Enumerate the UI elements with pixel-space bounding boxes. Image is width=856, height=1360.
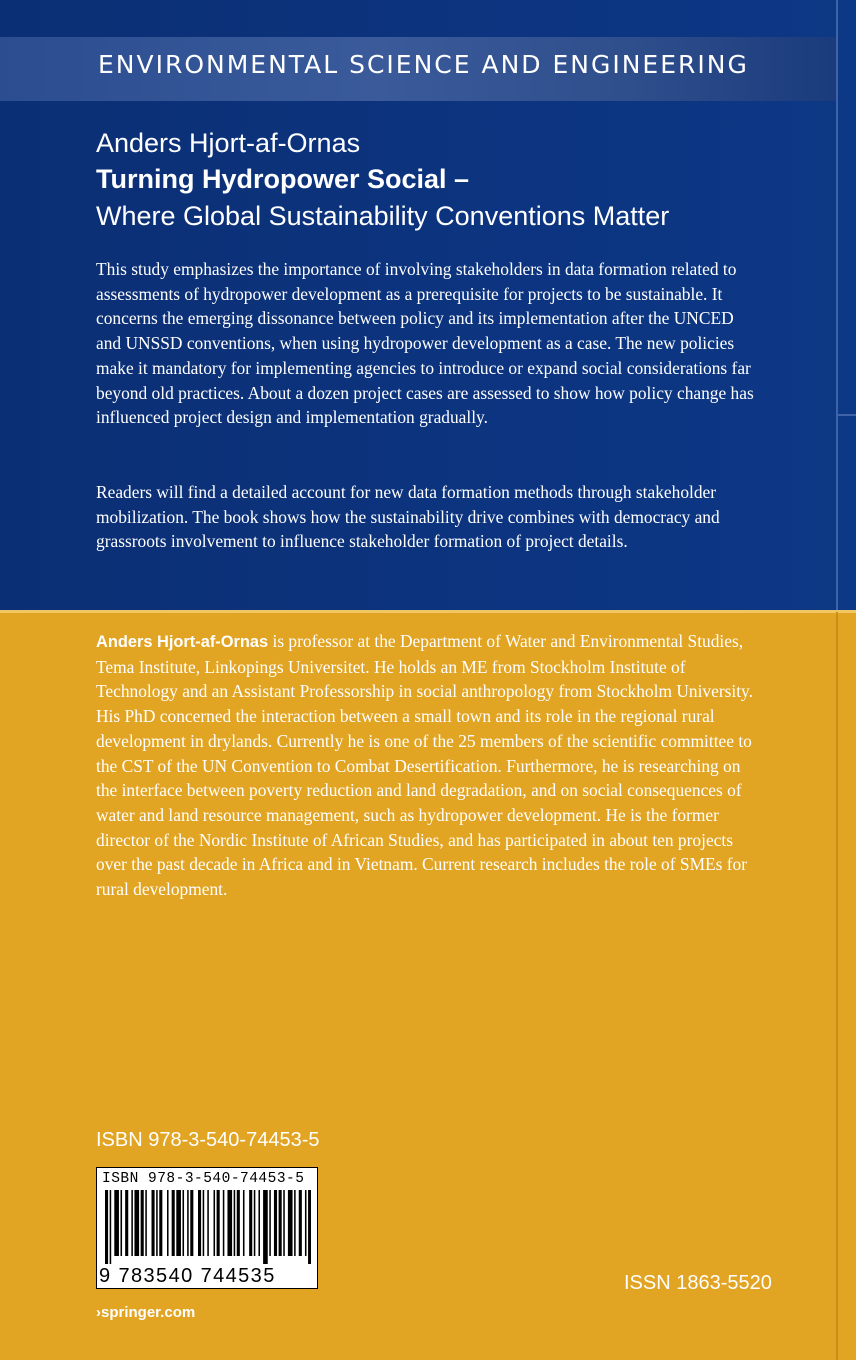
barcode-bar (183, 1190, 185, 1256)
author-bio (96, 629, 756, 902)
barcode-bar (203, 1190, 205, 1256)
blue-panel (0, 0, 856, 610)
barcode-bar (172, 1190, 175, 1256)
book-subtitle: Where Global Sustainability Conventions Matter (96, 201, 670, 231)
barcode-bar (243, 1190, 245, 1256)
book-title: Turning Hydropower Social – (96, 164, 470, 194)
barcode-bar (114, 1190, 119, 1256)
spine-edge-line-bottom (836, 612, 838, 1360)
isbn-label: ISBN 978-3-540-74453-5 (96, 1129, 320, 1151)
barcode-bar (152, 1190, 155, 1256)
barcode-bar (305, 1190, 307, 1256)
barcode-bar (258, 1190, 260, 1256)
blurb-paragraph-2: Readers will find a detailed account for new data formation methods through stakeholder mobilization. The book shows how the sustainability drive combines with democracy and grassroots involvement to influence stakeholder formation of project details. (96, 482, 720, 552)
barcode-bar (299, 1190, 302, 1256)
barcode-bar (283, 1190, 285, 1256)
barcode-bar (121, 1190, 123, 1256)
barcode-digits: 9 783540 744535 (99, 1265, 276, 1287)
barcode-bar (187, 1190, 189, 1256)
barcode-bar (159, 1190, 162, 1256)
barcode-bar (263, 1190, 268, 1264)
chevron-right-icon: › (96, 1304, 101, 1321)
bio-text: is professor at the Department of Water and Environmental Studies, Tema Institute, Linkopings Universitet. He holds an ME from Stockholm Institute of Technology and an Assistant Professorship in social anthropology from Stockholm University. His PhD concerned the interaction between a small town and its role in the regional rural development in drylands. Currently he is one of the 25 members of the scientific committee to the CST of the UN Convention to Combat Desertification. Furthermore, he is researching on the interface between poverty reduction and land degradation, and on social consequences of water and land resource management, such as hydropower development. He is the former director of the Nordic Institute of African Studies, and has participated in about ten projects over the past decade in Africa and in Vietnam. Current research includes the role of SMEs for rural development. (96, 631, 753, 900)
barcode-bar (207, 1190, 209, 1256)
barcode-bar (105, 1190, 108, 1264)
barcode-bar (249, 1190, 252, 1256)
barcode-bar (234, 1190, 236, 1256)
barcode-bar (176, 1190, 181, 1256)
spine-edge-notch (838, 414, 856, 416)
series-title: ENVIRONMENTAL SCIENCE AND ENGINEERING (98, 50, 749, 79)
barcode-bar (237, 1190, 240, 1256)
barcode-bars (105, 1190, 311, 1264)
barcode-bar (308, 1190, 311, 1264)
barcode-bar (217, 1190, 220, 1256)
barcode-bar (198, 1190, 201, 1256)
barcode-bar (294, 1190, 296, 1256)
barcode-bar (125, 1190, 128, 1256)
barcode-bar (145, 1190, 147, 1256)
barcode-bar (279, 1190, 282, 1256)
barcode-bar (110, 1190, 112, 1264)
barcode-bar (167, 1190, 169, 1256)
barcode-bar (214, 1190, 216, 1256)
barcode-bar (131, 1190, 133, 1256)
barcode-bar (141, 1190, 144, 1256)
bio-author-name: Anders Hjort-af-Ornas (96, 633, 269, 651)
barcode (96, 1167, 318, 1289)
blurb-paragraph-1: This study emphasizes the importance of involving stakeholders in data formation related to assessments of hydropower development as a prerequisite for projects to be sustainable. It concerns the emerging dissonance between policy and its implementation after the UNCED and UNSSD conventions, when using hydropower development as a case. The new policies make it mandatory for implementing agencies to introduce or expand social considerations far beyond old practices. About a dozen project cases are assessed to show how policy change has influenced project design and implementation gradually. (96, 259, 754, 428)
barcode-bar (190, 1190, 193, 1256)
barcode-isbn-text: ISBN 978-3-540-74453-5 (102, 1171, 305, 1187)
barcode-bar (156, 1190, 158, 1256)
barcode-bar (269, 1190, 271, 1256)
barcode-bar (274, 1190, 277, 1256)
barcode-bar (134, 1190, 139, 1256)
section-divider (0, 610, 856, 613)
barcode-bar (254, 1190, 256, 1256)
publisher-link[interactable] (96, 1304, 195, 1321)
spine-edge-line (836, 0, 838, 610)
issn-label: ISSN 1863-5520 (624, 1272, 772, 1294)
barcode-bar (227, 1190, 232, 1256)
book-author: Anders Hjort-af-Ornas (96, 128, 361, 158)
publisher-url: springer.com (101, 1304, 196, 1321)
barcode-bar (288, 1190, 293, 1256)
barcode-bar (223, 1190, 225, 1256)
